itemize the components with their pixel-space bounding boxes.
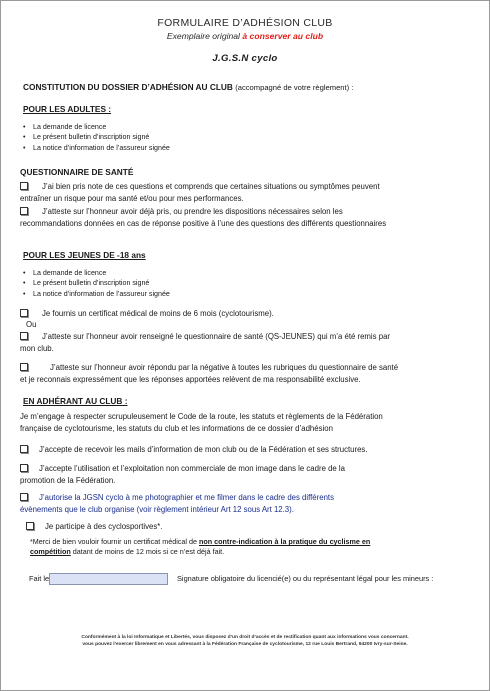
photo-checkbox[interactable] [20,493,28,501]
engagement-line2: française de cyclotourisme, les statuts du club et les informations de ce dossier d’adhésion [20,423,333,433]
merci-underlined: non contre-indication à la pratique du cyclisme en [198,537,371,546]
adults-heading: POUR LES ADULTES : [23,104,112,114]
photo-line1: J’autorise la JGSN cyclo à me photographier et me filmer dans le cadre des différents [39,493,334,502]
constitution-note: (accompagné de votre règlement) : [235,83,354,92]
youth-attestation-line1: J’atteste sur l’honneur avoir répondu par la négative à toutes les rubriques du questionnaire de santé [50,363,399,372]
questionnaire-option-2-line2: recommandations données en cas de réponse positive à l’une des questions des différents questionnaires [20,218,387,228]
youth-heading: POUR LES JEUNES DE -18 ans [23,250,146,260]
fait-le-label: Fait le [29,574,50,583]
questionnaire-checkbox-1[interactable] [20,182,28,190]
form-title: FORMULAIRE D’ADHÉSION CLUB [157,17,333,29]
adults-list [23,122,170,153]
youth-attestation-line2: et je reconnais expressément que les réponses apportées relèvent de ma responsabilité exclusive. [20,374,361,384]
questionnaire-option-1 [20,181,475,205]
footer-line1: Conformément à la loi Informatique et Libertés, vous disposez d’un droit d’accès et de rectification quant aux informations vous concernant. [81,635,409,640]
merci-prefix: *Merci de bien vouloir fournir un certificat médical de [30,537,199,546]
youth-list [23,268,170,299]
list-item: • La demande de licence [23,122,170,132]
youth-questionnaire-line2: mon club. [20,343,54,353]
youth-option-questionnaire [20,331,480,355]
merci-suffix: datant de moins de 12 mois si ce n’est déjà fait. [70,547,225,557]
image-checkbox[interactable] [20,464,28,472]
merci-underlined-2: compétition [30,547,71,557]
legal-footer [1,634,489,648]
constitution-title: CONSTITUTION DU DOSSIER D’ADHÉSION AU CLUB [23,82,233,92]
questionnaire-option-1-line1: J’ai bien pris note de ces questions et comprends que certaines situations ou symptômes peuvent [42,182,380,191]
youth-certificate-checkbox[interactable] [20,309,28,317]
subtitle-red: à conserver au club [242,31,324,41]
questionnaire-heading: QUESTIONNAIRE DE SANTÉ [20,167,134,177]
list-item: • Le présent bulletin d’inscription signé [23,132,170,142]
mails-label: J’accepte de recevoir les mails d’information de mon club ou de la Fédération et ses structures. [39,445,368,454]
youth-questionnaire-checkbox[interactable] [20,332,28,340]
joining-engagement [20,411,480,435]
joining-option-photo [20,492,480,516]
club-name: J.G.S.N cyclo [212,53,278,64]
form-subtitle [1,31,489,41]
questionnaire-checkbox-2[interactable] [20,207,28,215]
youth-certificate-label: Je fournis un certificat médical de moins de 6 mois (cyclotourisme). [42,309,274,318]
mails-checkbox[interactable] [20,445,28,453]
footer-line2: vous pouvez l’exercer librement en vous adressant à la Fédération Française de cyclotourisme, 12 rue Louis Bertrand, 94200 Ivry-sur-Seine. [82,642,408,648]
joining-option-mails [20,444,480,456]
questionnaire-option-2-line1: J’atteste sur l’honneur avoir déjà pris, ou prendre les dispositions nécessaires selon les [42,207,343,216]
cyclosportives-label: Je participe à des cyclosportives*. [45,522,163,531]
youth-questionnaire-line1: J’atteste sur l’honneur avoir renseigné le questionnaire de santé (QS-JEUNES) qui m’a été remis par [42,332,390,341]
constitution-heading [23,82,353,92]
youth-or-label: Ou [26,320,37,329]
joining-option-cyclosportives [26,521,162,533]
date-field[interactable] [49,573,168,585]
list-item: • La notice d’information de l’assureur signée [23,143,170,153]
signature-label: Signature obligatoire du licencié(e) ou du représentant légal pour les mineurs : [177,574,434,583]
list-item: • Le présent bulletin d’inscription signé [23,278,170,288]
youth-option-certificate [20,308,274,320]
image-line2: promotion de la Fédération. [20,475,116,485]
subtitle-prefix: Exemplaire original [166,31,240,41]
youth-attestation-checkbox[interactable] [20,363,28,371]
engagement-line1: Je m’engage à respecter scrupuleusement le Code de la route, les statuts et règlements de la Fédération [20,412,383,421]
cyclosportives-checkbox[interactable] [26,522,34,530]
youth-option-attestation [20,362,480,386]
medical-certificate-note [30,537,470,558]
photo-line2: évènements que le club organise (voir règlement intérieur Art 12 sous Art 12.3). [20,504,294,514]
list-item: • La notice d’information de l’assureur signée [23,289,170,299]
image-line1: J’accepte l’utilisation et l’exploitation non commerciale de mon image dans le cadre de la [39,464,345,473]
joining-option-image [20,463,480,487]
questionnaire-option-2 [20,206,480,230]
list-item: • La demande de licence [23,268,170,278]
joining-heading: EN ADHÉRANT AU CLUB : [23,396,128,406]
questionnaire-option-1-line2: entraîner un risque pour ma santé et/ou pour mes performances. [20,193,244,203]
